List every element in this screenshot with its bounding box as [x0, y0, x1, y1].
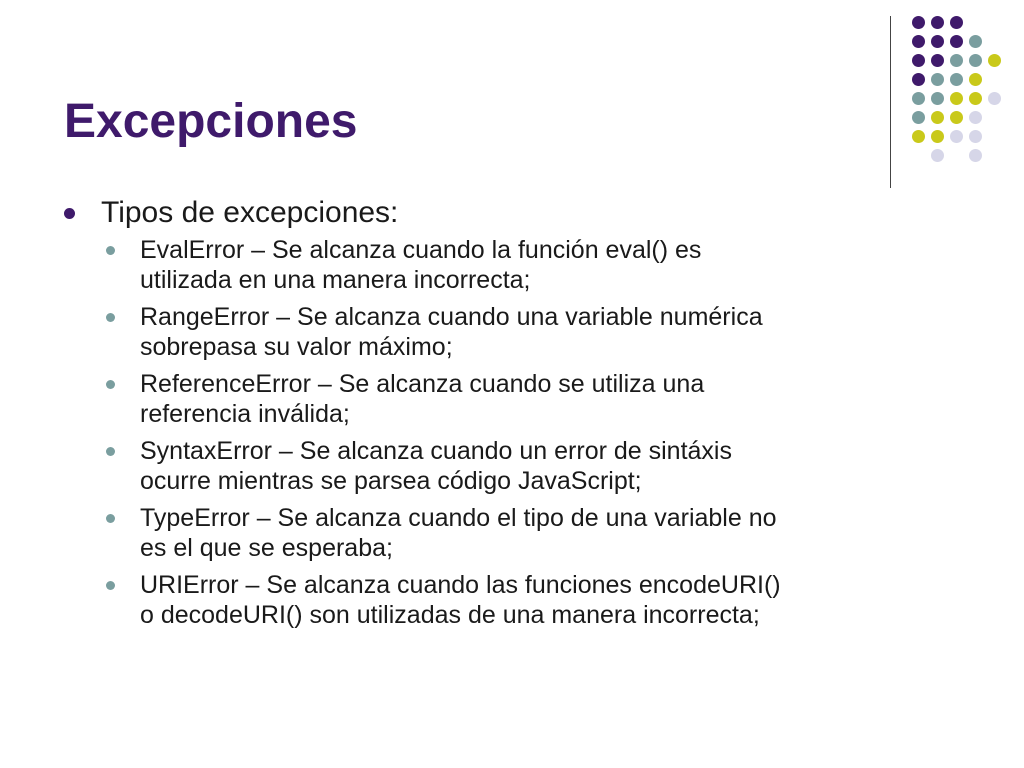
sub-bullet-text-line1: RangeError – Se alcanza cuando una variable numérica: [140, 303, 763, 331]
sub-bullet-item: [64, 570, 940, 630]
sub-bullet-dot-icon: [106, 313, 115, 322]
decorative-dot: [988, 54, 1001, 67]
sub-bullet-item: [64, 503, 940, 563]
sub-bullet-dot-icon: [106, 380, 115, 389]
decorative-dot: [950, 92, 963, 105]
decorative-dot: [969, 149, 982, 162]
decorative-dot: [912, 73, 925, 86]
decorative-dot: [950, 130, 963, 143]
decorative-dot: [950, 73, 963, 86]
bullet-item: [64, 195, 964, 231]
decorative-dot: [912, 35, 925, 48]
sub-bullet-dot-icon: [106, 581, 115, 590]
decorative-dot: [931, 92, 944, 105]
sub-bullet-text-line1: URIError – Se alcanza cuando las funciones encodeURI(): [140, 571, 781, 599]
decorative-dot: [969, 111, 982, 124]
decorative-dot: [931, 54, 944, 67]
sub-bullet-dot-icon: [106, 246, 115, 255]
slide-content: [64, 195, 964, 637]
sub-bullet-text-line2: o decodeURI() son utilizadas de una manera incorrecta;: [140, 601, 760, 629]
decorative-dot: [969, 73, 982, 86]
sub-bullet-text-line1: EvalError – Se alcanza cuando la función eval() es: [140, 236, 702, 264]
decorative-dot: [969, 130, 982, 143]
decorative-dot: [931, 73, 944, 86]
sub-bullet-text-line2: sobrepasa su valor máximo;: [140, 333, 453, 361]
sub-bullet-item: [64, 369, 940, 429]
decorative-dot: [950, 54, 963, 67]
sub-bullet-dot-icon: [106, 447, 115, 456]
sub-bullet-list: [64, 235, 964, 630]
sub-bullet-text-line1: SyntaxError – Se alcanza cuando un error de sintáxis: [140, 437, 732, 465]
decorative-dot: [931, 16, 944, 29]
decorative-dot: [931, 130, 944, 143]
decorative-dot: [912, 130, 925, 143]
decorative-dot: [950, 16, 963, 29]
decorative-dot: [931, 35, 944, 48]
decorative-dot: [950, 35, 963, 48]
bullet-dot-icon: [64, 208, 75, 219]
decorative-divider-line: [890, 16, 891, 188]
decorative-dot: [988, 92, 1001, 105]
sub-bullet-text-line2: utilizada en una manera incorrecta;: [140, 266, 531, 294]
bullet-text: Tipos de excepciones:: [101, 196, 399, 229]
sub-bullet-text-line1: ReferenceError – Se alcanza cuando se utiliza una: [140, 370, 705, 398]
decorative-dot: [912, 54, 925, 67]
decorative-dot: [912, 92, 925, 105]
decorative-dot: [912, 16, 925, 29]
decorative-dot: [931, 149, 944, 162]
sub-bullet-text-line2: es el que se esperaba;: [140, 534, 393, 562]
sub-bullet-item: [64, 235, 940, 295]
sub-bullet-text-line1: TypeError – Se alcanza cuando el tipo de una variable no: [140, 504, 777, 532]
sub-bullet-item: [64, 436, 940, 496]
sub-bullet-item: [64, 302, 940, 362]
sub-bullet-dot-icon: [106, 514, 115, 523]
decorative-dot: [931, 111, 944, 124]
sub-bullet-text-line2: ocurre mientras se parsea código JavaScript;: [140, 467, 642, 495]
decorative-dot: [969, 35, 982, 48]
slide-title: Excepciones: [64, 95, 358, 148]
decorative-dot: [969, 92, 982, 105]
sub-bullet-text-line2: referencia inválida;: [140, 400, 350, 428]
decorative-dot: [969, 54, 982, 67]
decorative-dot: [950, 111, 963, 124]
decorative-dot: [912, 111, 925, 124]
